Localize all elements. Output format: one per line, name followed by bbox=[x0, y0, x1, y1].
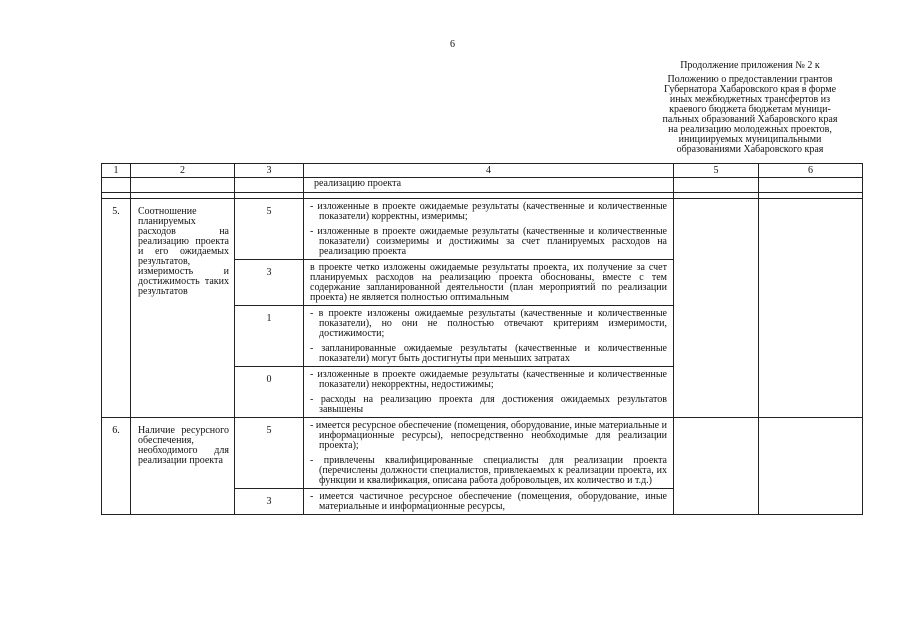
description-item: - изложенные в проекте ожидаемые результаты (качественные и количественные показатели) соизмеримы и достижимы за счет планируемых расходов на реализацию проекта bbox=[310, 226, 667, 257]
carryover-text: реализацию проекта bbox=[304, 178, 674, 193]
col6-cell bbox=[759, 418, 863, 515]
description-item: - привлечены квалифицированные специалисты для реализации проекта (перечислены должности специалистов, привлекаемых к реализации проекта, их функции и квалификация, описана работа добровольцев, их количество и т.д.) bbox=[310, 455, 667, 486]
appendix-line: краевого бюджета бюджетам муници- bbox=[669, 104, 831, 115]
description-cell bbox=[304, 418, 674, 489]
score-cell: 5 bbox=[235, 418, 304, 489]
carryover-row bbox=[102, 178, 863, 193]
score-cell: 3 bbox=[235, 489, 304, 515]
col6-cell bbox=[759, 199, 863, 418]
appendix-line: инициируемых муниципальными bbox=[678, 134, 822, 145]
row-number: 5. bbox=[102, 199, 131, 418]
description-item: - изложенные в проекте ожидаемые результаты (качественные и количественные показатели) некорректны, недостижимы; bbox=[310, 369, 667, 390]
col-header-6: 6 bbox=[759, 164, 863, 178]
description-item: - изложенные в проекте ожидаемые результаты (качественные и количественные показатели) корректны, измеримы; bbox=[310, 201, 667, 222]
appendix-title: Продолжение приложения № 2 к bbox=[680, 60, 820, 71]
description-cell bbox=[304, 367, 674, 418]
description-cell bbox=[304, 306, 674, 367]
description-item: - имеется частичное ресурсное обеспечение (помещения, оборудование, иные материальные и информационные ресурсы, bbox=[310, 491, 667, 512]
criteria-table bbox=[101, 163, 863, 515]
header-row bbox=[102, 164, 863, 178]
col-header-3: 3 bbox=[235, 164, 304, 178]
description-item: - запланированные ожидаемые результаты (качественные и количественные показатели) могут быть достигнуты при меньших затратах bbox=[310, 343, 667, 364]
appendix-header bbox=[630, 61, 870, 155]
score-cell: 3 bbox=[235, 260, 304, 306]
carry-cell bbox=[235, 178, 304, 193]
appendix-line: пальных образований Хабаровского края bbox=[662, 114, 838, 125]
appendix-line: на реализацию молодежных проектов, bbox=[668, 124, 832, 135]
table-row bbox=[102, 418, 863, 489]
description-item: - имеется ресурсное обеспечение (помещения, оборудование, иные материальные и информационные ресурсы), непосредственно необходимые для реализации проекта); bbox=[310, 420, 667, 451]
description-cell bbox=[304, 260, 674, 306]
col-header-1: 1 bbox=[102, 164, 131, 178]
col-header-4: 4 bbox=[304, 164, 674, 178]
description-item: - в проекте изложены ожидаемые результаты (качественные и количественные показатели), но они не полностью отвечают критериям измеримости, достижимости; bbox=[310, 308, 667, 339]
table-row bbox=[102, 199, 863, 260]
col5-cell bbox=[674, 199, 759, 418]
carry-cell bbox=[674, 178, 759, 193]
col-header-5: 5 bbox=[674, 164, 759, 178]
appendix-line: образованиями Хабаровского края bbox=[676, 144, 824, 155]
description-cell bbox=[304, 199, 674, 260]
score-cell: 1 bbox=[235, 306, 304, 367]
appendix-line: Положению о предоставлении грантов bbox=[667, 74, 833, 85]
score-cell: 0 bbox=[235, 367, 304, 418]
page-number: 6 bbox=[450, 39, 455, 50]
description-cell bbox=[304, 489, 674, 515]
description-item: в проекте четко изложены ожидаемые результаты проекта, их получение за счет планируемых расходов на реализацию проекта обоснованы, вместе с тем содержание запланированной деятельности (план мероприятий по реализации проекта) не является полностью оптимальным bbox=[310, 262, 667, 303]
carry-cell bbox=[759, 178, 863, 193]
row-number: 6. bbox=[102, 418, 131, 515]
criterion-text: Наличие ресурсного обеспечения, необходимого для реализации проекта bbox=[131, 418, 235, 515]
score-cell: 5 bbox=[235, 199, 304, 260]
carry-cell bbox=[131, 178, 235, 193]
appendix-line: Губернатора Хабаровского края в форме bbox=[663, 84, 837, 95]
col-header-2: 2 bbox=[131, 164, 235, 178]
appendix-line: иных межбюджетных трансфертов из bbox=[669, 94, 831, 105]
description-item: - расходы на реализацию проекта для достижения ожидаемых результатов завышены bbox=[310, 394, 667, 415]
criterion-text: Соотношение планируемых расходов на реализацию проекта и его ожидаемых результатов, измеримость и достижимость таких результатов bbox=[131, 199, 235, 418]
col5-cell bbox=[674, 418, 759, 515]
carry-cell bbox=[102, 178, 131, 193]
